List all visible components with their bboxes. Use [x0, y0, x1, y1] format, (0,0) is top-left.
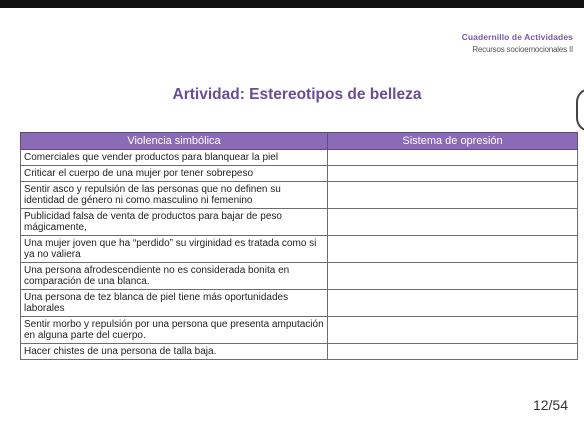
table-row — [21, 344, 578, 360]
document-header — [462, 32, 573, 54]
sistema-answer-cell[interactable] — [328, 166, 578, 182]
sistema-answer-cell[interactable] — [328, 182, 578, 209]
top-bar — [0, 0, 584, 8]
column-header-sistema: Sistema de opresión — [328, 133, 578, 150]
violencia-cell: Sentir morbo y repulsión por una persona que presenta amputación en alguna parte del cuerpo. — [21, 317, 328, 344]
document-subtitle: Recursos socioemocionales II — [472, 45, 573, 54]
activity-title: Artividad: Estereotipos de belleza — [172, 86, 422, 103]
sistema-answer-cell[interactable] — [328, 317, 578, 344]
table-row — [21, 236, 578, 263]
column-header-violencia: Violencia simbólica — [21, 133, 328, 150]
sistema-answer-cell[interactable] — [328, 344, 578, 360]
table-row — [21, 150, 578, 166]
violencia-cell: Una persona de tez blanca de piel tiene más oportunidades laborales — [21, 290, 328, 317]
sistema-answer-cell[interactable] — [328, 290, 578, 317]
table-header-row — [21, 133, 578, 150]
violencia-cell: Sentir asco y repulsión de las personas que no definen su identidad de género ni como masculino ni femenino — [21, 182, 328, 209]
table-row — [21, 290, 578, 317]
table-row — [21, 209, 578, 236]
violencia-cell: Publicidad falsa de venta de productos para bajar de peso mágicamente, — [21, 209, 328, 236]
table-body — [21, 150, 578, 360]
sistema-answer-cell[interactable] — [328, 236, 578, 263]
violencia-cell: Una persona afrodescendiente no es considerada bonita en comparación de una blanca. — [21, 263, 328, 290]
sistema-answer-cell[interactable] — [328, 150, 578, 166]
table-row — [21, 263, 578, 290]
violencia-cell: Hacer chistes de una persona de talla baja. — [21, 344, 328, 360]
sistema-answer-cell[interactable] — [328, 209, 578, 236]
table-row — [21, 166, 578, 182]
violencia-cell: Criticar el cuerpo de una mujer por tener sobrepeso — [21, 166, 328, 182]
activity-table — [20, 132, 578, 360]
violencia-cell: Una mujer joven que ha “perdido” su virginidad es tratada como si ya no valiera — [21, 236, 328, 263]
table-row — [21, 182, 578, 209]
sistema-answer-cell[interactable] — [328, 263, 578, 290]
table-row — [21, 317, 578, 344]
violencia-cell: Comerciales que vender productos para blanquear la piel — [21, 150, 328, 166]
page-indicator: 12/54 — [532, 397, 568, 413]
document-title: Cuadernillo de Actividades — [461, 32, 573, 42]
